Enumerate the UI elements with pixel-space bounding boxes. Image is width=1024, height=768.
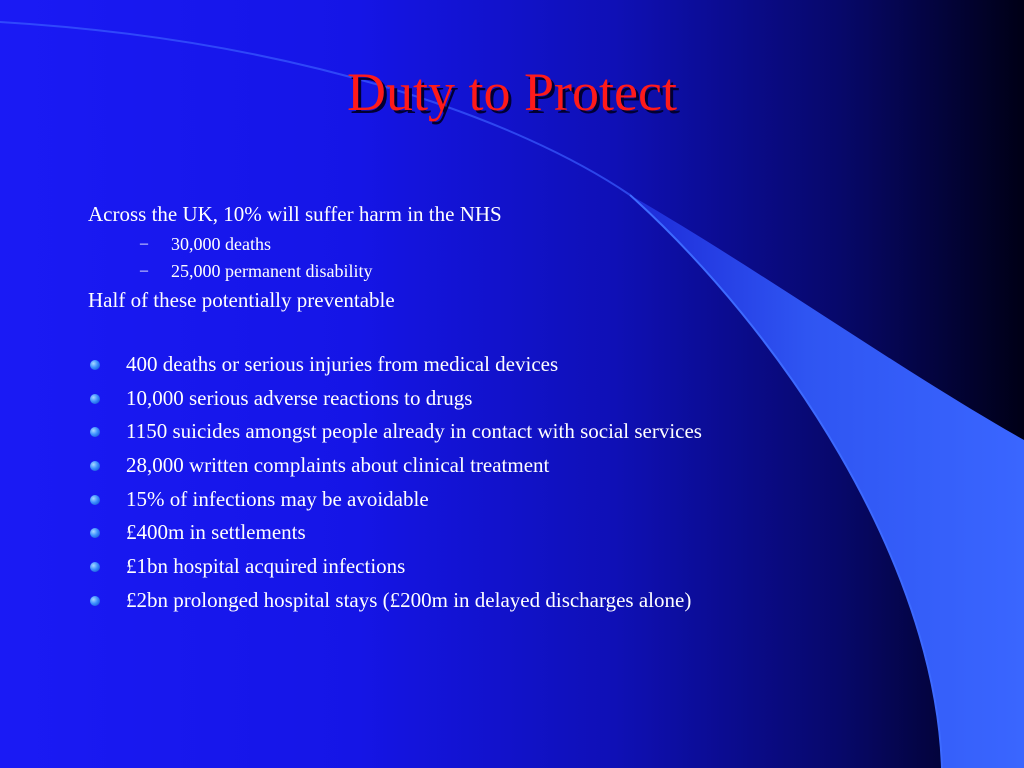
round-bullet-icon bbox=[90, 394, 100, 404]
bullet-item bbox=[88, 451, 948, 479]
bullet-text: £2bn prolonged hospital stays (£200m in delayed discharges alone) bbox=[126, 587, 692, 612]
bullet-item bbox=[88, 552, 948, 580]
spacer bbox=[88, 318, 948, 350]
slide-title: Duty to Protect bbox=[347, 62, 677, 122]
bullet-item bbox=[88, 485, 948, 513]
bullet-item bbox=[88, 417, 948, 445]
bullet-item bbox=[88, 586, 948, 614]
round-bullet-icon bbox=[90, 562, 100, 572]
round-bullet-icon bbox=[90, 360, 100, 370]
subitem-label: 30,000 deaths bbox=[171, 234, 271, 254]
intro-followup: Half of these potentially preventable bbox=[88, 288, 395, 312]
bullet-text: £1bn hospital acquired infections bbox=[126, 554, 406, 579]
slide-content bbox=[88, 200, 948, 620]
bullet-text: 400 deaths or serious injuries from medical devices bbox=[126, 352, 559, 376]
subitem-label: 25,000 permanent disability bbox=[171, 261, 373, 281]
round-bullet-icon bbox=[90, 596, 100, 606]
bullet-item bbox=[88, 518, 948, 546]
round-bullet-icon bbox=[90, 528, 100, 538]
bullet-item bbox=[88, 384, 948, 412]
round-bullet-icon bbox=[90, 427, 100, 437]
subitem bbox=[88, 232, 948, 256]
round-bullet-icon bbox=[90, 495, 100, 505]
bullet-text: £400m in settlements bbox=[126, 520, 306, 545]
round-bullet-icon bbox=[90, 461, 100, 471]
intro-heading: Across the UK, 10% will suffer harm in the NHS bbox=[88, 202, 502, 226]
bullet-text: 10,000 serious adverse reactions to drugs bbox=[126, 385, 473, 410]
subitem bbox=[88, 259, 948, 283]
bullet-text: 1150 suicides amongst people already in contact with social services bbox=[126, 419, 702, 444]
dash-icon: – bbox=[140, 262, 148, 279]
bullet-item bbox=[88, 350, 948, 378]
dash-icon: – bbox=[140, 235, 148, 252]
bullet-text: 15% of infections may be avoidable bbox=[126, 486, 429, 511]
bullet-text: 28,000 written complaints about clinical treatment bbox=[126, 453, 550, 478]
